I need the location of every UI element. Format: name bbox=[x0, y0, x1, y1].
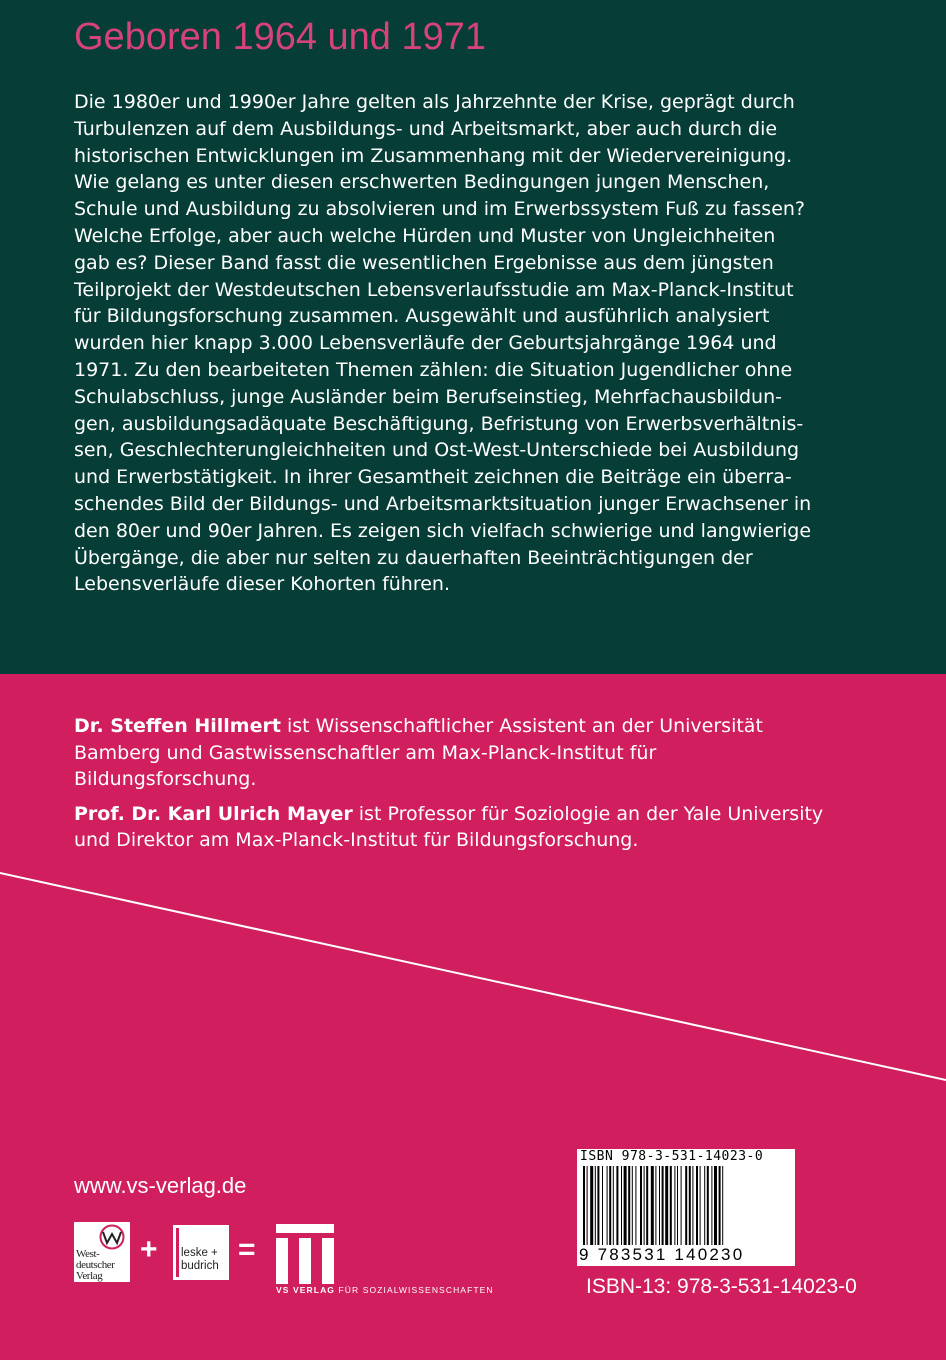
blurb-line: Die 1980er und 1990er Jahre gelten als Jahrzehnte der Krise, geprägt durch bbox=[74, 91, 795, 113]
plus-sign: + bbox=[140, 1233, 158, 1266]
barcode-isbn-label: ISBN 978-3-531-14023-0 bbox=[580, 1149, 764, 1164]
blurb-line: sen, Geschlechterungleichheiten und Ost-West-Unterschiede bei Ausbildung bbox=[74, 439, 800, 462]
author-bio-line: ist Wissenschaftlicher Assistent an der Universität bbox=[280, 715, 763, 737]
logo-text-line: budrich bbox=[181, 1260, 219, 1272]
blurb-line: gen, ausbildungsadäquate Beschäftigung, Befristung von Erwerbsverhältnis- bbox=[74, 412, 804, 435]
barcode-digits: 9 783531 140230 bbox=[579, 1245, 791, 1265]
vs-tag-rest: FÜR SOZIALWISSENSCHAFTEN bbox=[335, 1285, 494, 1295]
blurb-line: für Bildungsforschung zusammen. Ausgewählt und ausführlich analysiert bbox=[74, 305, 770, 328]
blurb-line: wurden hier knapp 3.000 Lebensverläufe der Geburtsjahrgänge 1964 und bbox=[74, 332, 777, 355]
blurb-line: historischen Entwicklungen im Zusammenhang mit der Wiedervereinigung. bbox=[74, 144, 793, 167]
author-bio-line: Bamberg und Gastwissenschaftler am Max-Planck-Institut für bbox=[74, 741, 657, 764]
leske-budrich-logo bbox=[173, 1225, 229, 1280]
author-bio-line: und Direktor am Max-Planck-Institut für Bildungsforschung. bbox=[74, 829, 639, 851]
author-bio-line: Bildungsforschung. bbox=[74, 768, 257, 790]
blurb-text bbox=[74, 89, 874, 598]
blurb-line: Schule und Ausbildung zu absolvieren und im Erwerbssystem Fuß zu fassen? bbox=[74, 198, 806, 221]
barcode bbox=[577, 1149, 795, 1266]
blurb-line: 1971. Zu den bearbeiteten Themen zählen: die Situation Jugendlicher ohne bbox=[74, 358, 793, 381]
logo-text-line: West- bbox=[76, 1248, 100, 1260]
vs-verlag-logo-icon bbox=[276, 1224, 334, 1284]
logo-text-line: Verlag bbox=[76, 1270, 103, 1282]
author-bio-line: ist Professor für Soziologie an der Yale University bbox=[352, 802, 824, 825]
vs-tag-bold: VS VERLAG bbox=[276, 1285, 336, 1295]
author-info bbox=[74, 713, 874, 862]
isbn-13: ISBN-13: 978-3-531-14023-0 bbox=[586, 1275, 857, 1298]
blurb-line: gab es? Dieser Band fasst die wesentlichen Ergebnisse aus dem jüngsten bbox=[74, 251, 774, 274]
blurb-line: und Erwerbstätigkeit. In ihrer Gesamtheit zeichnen die Beiträge ein überra- bbox=[74, 466, 792, 489]
publisher-url[interactable]: www.vs-verlag.de bbox=[74, 1173, 247, 1198]
westdeutscher-emblem-icon bbox=[96, 1224, 128, 1250]
vs-verlag-tagline bbox=[276, 1285, 494, 1295]
blurb-line: Wie gelang es unter diesen erschwerten Bedingungen jungen Menschen, bbox=[74, 171, 770, 194]
author-name: Dr. Steffen Hillmert bbox=[74, 715, 281, 737]
blurb-line: schendes Bild der Bildungs- und Arbeitsmarktsituation junger Erwachsener in bbox=[74, 492, 812, 515]
logo-text-line: leske + bbox=[181, 1247, 218, 1259]
author-bio bbox=[74, 713, 874, 793]
blurb-line: Welche Erfolge, aber auch welche Hürden und Muster von Ungleichheiten bbox=[74, 224, 776, 247]
author-bio bbox=[74, 801, 874, 854]
westdeutscher-verlag-logo bbox=[74, 1222, 130, 1282]
author-name: Prof. Dr. Karl Ulrich Mayer bbox=[74, 802, 353, 825]
blurb-line: Schulabschluss, junge Ausländer beim Berufseinstieg, Mehrfachausbildun- bbox=[74, 385, 782, 408]
upper-panel bbox=[0, 0, 946, 674]
leske-bar-icon bbox=[176, 1228, 179, 1277]
blurb-line: Turbulenzen auf dem Ausbildungs- und Arbeitsmarkt, aber auch durch die bbox=[74, 117, 778, 140]
equals-sign: = bbox=[238, 1233, 256, 1266]
page-title: Geboren 1964 und 1971 bbox=[74, 16, 487, 58]
blurb-line: den 80er und 90er Jahren. Es zeigen sich vielfach schwierige und langwierige bbox=[74, 519, 812, 542]
blurb-line: Übergänge, die aber nur selten zu dauerhaften Beeinträchtigungen der bbox=[74, 546, 753, 569]
barcode-bars-icon bbox=[583, 1166, 789, 1246]
blurb-line: Teilprojekt der Westdeutschen Lebensverlaufsstudie am Max-Planck-Institut bbox=[74, 278, 794, 301]
logo-text-line: deutscher bbox=[76, 1259, 115, 1271]
blurb-line: Lebensverläufe dieser Kohorten führen. bbox=[74, 573, 451, 596]
